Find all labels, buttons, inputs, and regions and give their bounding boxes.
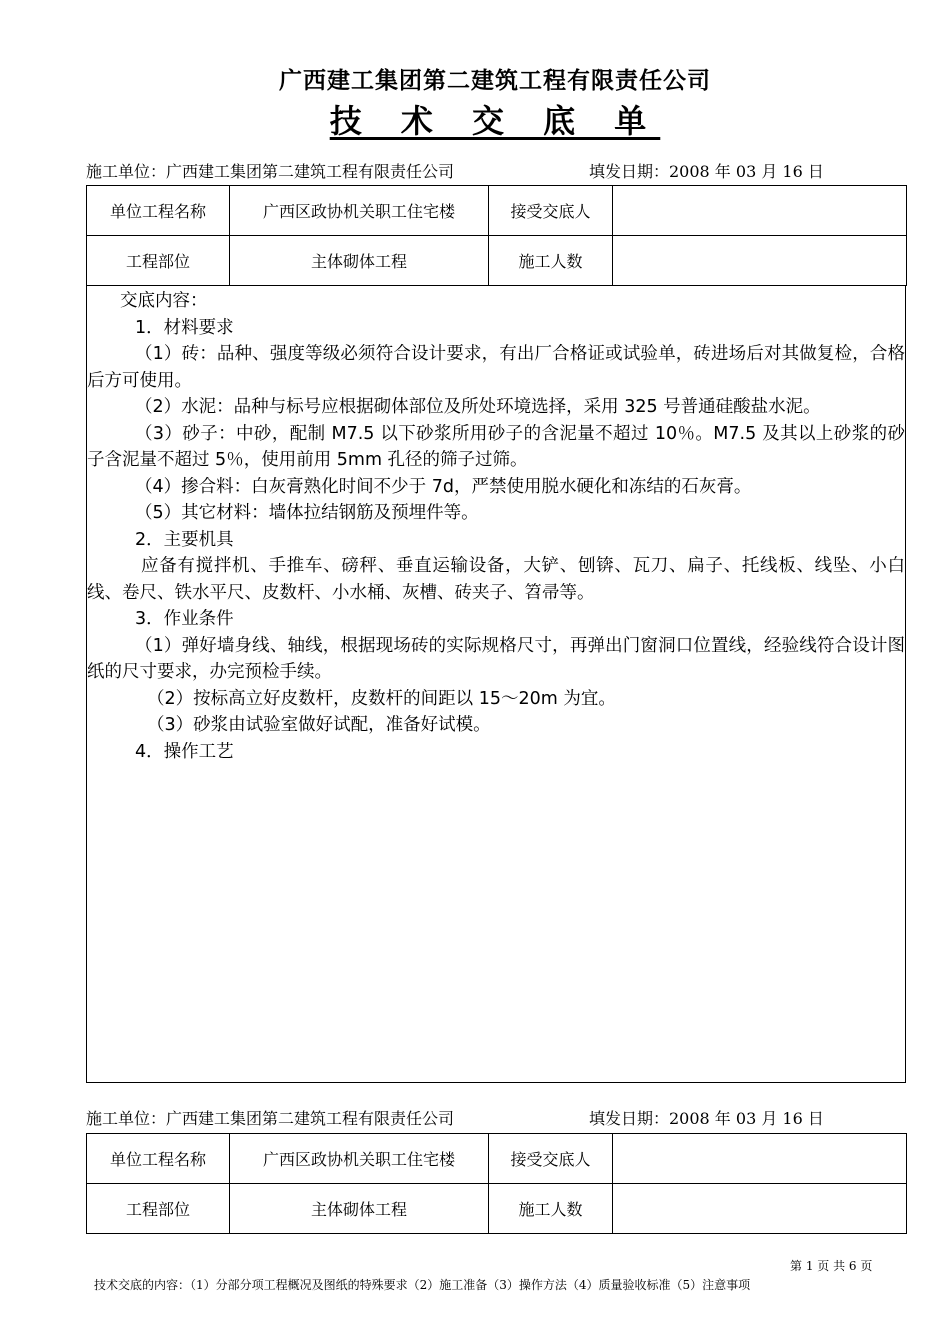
- project-info-table-bottom: [86, 1133, 907, 1234]
- worker-count-label: 施工人数: [489, 236, 613, 286]
- paragraph-equipment: 应备有搅拌机、手推车、磅秤、垂直运输设备，大铲、刨锛、瓦刀、扁子、托线板、线坠、小白线、卷尺、铁水平尺、皮数杆、小水桶、灰槽、砖夹子、笤帚等。: [87, 556, 905, 603]
- construction-unit: 施工单位：广西建工集团第二建筑工程有限责任公司: [86, 1109, 455, 1128]
- paragraph-sand: （3）砂子：中砂，配制 M7.5 以下砂浆所用砂子的含泥量不超过 10％。M7.5 及其以上砂浆的砂子含泥量不超过 5％，使用前用 5mm 孔径的筛子过筛。: [87, 423, 905, 470]
- project-part-value: 主体砌体工程: [230, 1184, 489, 1234]
- info-line-top: [86, 161, 906, 183]
- paragraph-cement: （2）水泥：品种与标号应根据砌体部位及所处环境选择，采用 325 号普通硅酸盐水泥。: [135, 397, 821, 417]
- info-line-bottom: [86, 1108, 906, 1130]
- table-row: [87, 186, 907, 236]
- unit-project-name-value: 广西区政协机关职工住宅楼: [230, 186, 489, 236]
- footer-note: 技术交底的内容：（1）分部分项工程概况及图纸的特殊要求（2）施工准备（3）操作方法（4）质量验收标准（5）注意事项: [94, 1278, 751, 1292]
- recipient-value: [613, 1134, 907, 1184]
- document-title: [0, 96, 950, 142]
- section-heading-materials: 1．材料要求: [135, 317, 234, 338]
- paragraph-admixture: （4）掺合料：白灰膏熟化时间不少于 7d，严禁使用脱水硬化和冻结的石灰膏。: [135, 476, 752, 497]
- table-row: [87, 1134, 907, 1184]
- unit-project-name-label: 单位工程名称: [87, 186, 230, 236]
- fill-date: 填发日期：2008 年 03 月 16 日: [589, 162, 824, 181]
- table-row: [87, 1184, 907, 1234]
- table-row: [87, 236, 907, 286]
- company-title: 广西建工集团第二建筑工程有限责任公司: [279, 68, 711, 94]
- worker-count-value: [613, 1184, 907, 1234]
- page-number: 第 1 页 共 6 页: [790, 1259, 873, 1273]
- recipient-label: 接受交底人: [489, 1134, 613, 1184]
- content-label: 交底内容：: [120, 291, 208, 311]
- paragraph-brick: （1）砖：品种、强度等级必须符合设计要求，有出厂合格证或试验单，砖进场后对其做复检，合格后方可使用。: [87, 344, 905, 391]
- project-part-label: 工程部位: [87, 236, 230, 286]
- fill-date: 填发日期：2008 年 03 月 16 日: [589, 1109, 824, 1128]
- section-heading-conditions: 3．作业条件: [135, 609, 234, 629]
- paragraph-other-materials: （5）其它材料：墙体拉结钢筋及预埋件等。: [135, 503, 479, 523]
- briefing-content: [86, 286, 906, 1083]
- worker-count-value: [613, 236, 907, 286]
- recipient-label: 接受交底人: [489, 186, 613, 236]
- paragraph-story-pole: （2）按标高立好皮数杆，皮数杆的间距以 15～20m 为宜。: [147, 688, 616, 709]
- worker-count-label: 施工人数: [489, 1184, 613, 1234]
- paragraph-layout-lines: （1）弹好墙身线、轴线，根据现场砖的实际规格尺寸，再弹出门窗洞口位置线，经验线符合设计图纸的尺寸要求，办完预检手续。: [87, 635, 905, 682]
- section-heading-process: 4．操作工艺: [135, 741, 234, 762]
- paragraph-mortar-test: （3）砂浆由试验室做好试配，准备好试模。: [147, 715, 491, 735]
- project-part-value: 主体砌体工程: [230, 236, 489, 286]
- recipient-value: [613, 186, 907, 236]
- document-title-text: 技 术 交 底 单: [329, 102, 661, 140]
- unit-project-name-value: 广西区政协机关职工住宅楼: [230, 1134, 489, 1184]
- section-heading-equipment: 2．主要机具: [135, 529, 234, 550]
- construction-unit: 施工单位：广西建工集团第二建筑工程有限责任公司: [86, 162, 455, 181]
- project-info-table: [86, 185, 907, 286]
- project-part-label: 工程部位: [87, 1184, 230, 1234]
- unit-project-name-label: 单位工程名称: [87, 1134, 230, 1184]
